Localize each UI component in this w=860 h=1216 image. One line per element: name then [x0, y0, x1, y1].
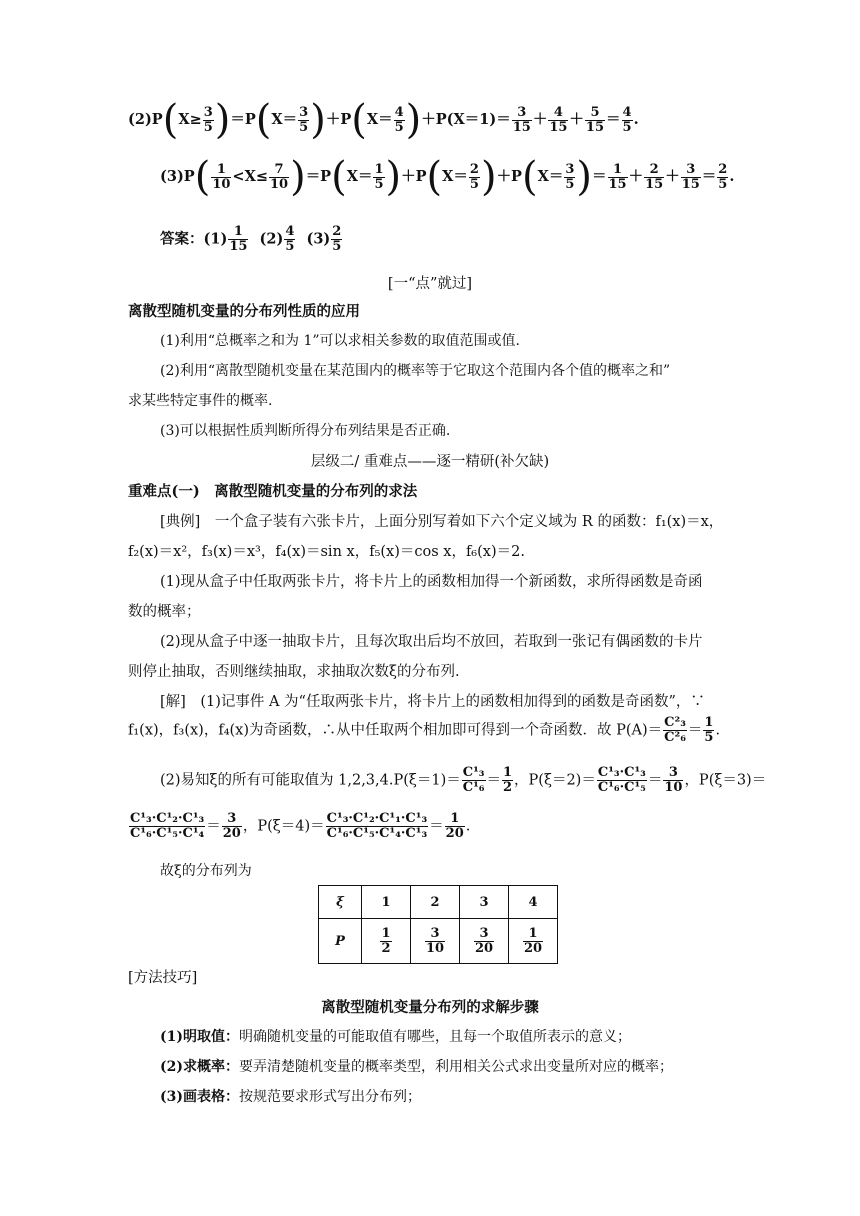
method-title: [方法技巧] [128, 970, 198, 986]
section-item-2-cont: 求某些特定事件的概率. [128, 393, 273, 409]
key-point-title: 重难点(一) 离散型随机变量的分布列的求法 [128, 483, 418, 500]
example-line-3: (1)现从盒子中任取两张卡片，将卡片上的函数相加得一个新函数，求所得函数是奇函 [160, 574, 703, 590]
example-line-5: (2)现从盒子中逐一抽取卡片，且每次取出后均不放回，若取到一张记有偶函数的卡片 [160, 634, 703, 650]
table-cell: $\frac{1}{20}$ [509, 919, 558, 964]
table-cell: 2 [411, 886, 460, 919]
section-item-3: (3)可以根据性质判断所得分布列结果是否正确. [160, 423, 451, 439]
table-cell: 1 [362, 886, 411, 919]
example-line-6: 则停止抽取，否则继续抽取，求抽取次数ξ的分布列. [128, 664, 460, 680]
point-title: [一“点”就过] [387, 276, 473, 292]
example-line-1: [典例] 一个盒子装有六张卡片，上面分别写着如下六个定义域为 R 的函数：f₁(x)＝x， [160, 514, 724, 530]
table-row [319, 919, 558, 964]
table-cell: $\frac{3}{10}$ [411, 919, 460, 964]
table-header-p: P [319, 919, 362, 964]
step-1: (1)明取值：明确随机变量的可能取值有哪些，且每一个取值所表示的意义； [160, 1029, 631, 1045]
table-row [319, 886, 558, 919]
example-line-2: f₂(x)＝x²，f₃(x)＝x³，f₄(x)＝sin x，f₅(x)＝cos x，f₆(x)＝2. [128, 544, 525, 560]
section-item-2: (2)利用“离散型随机变量在某范围内的概率等于它取这个范围内各个值的概率之和” [160, 363, 671, 379]
answer-line: 答案：(1) $\frac{1}{15}$ (2) $\frac{4}{5}$ (3) $\frac{2}{5}$ [160, 224, 342, 254]
step-3: (3)画表格：按规范要求形式写出分布列； [160, 1089, 421, 1105]
section-item-1: (1)利用“总概率之和为 1”可以求相关参数的取值范围或值. [160, 333, 520, 349]
solution-line-2: f₁(x)，f₃(x)，f₄(x)为奇函数，∴从中任取两个相加即可得到一个奇函数．故 P(A)＝ $\frac{\text{C²₃}}{\text{C²₆}}$ ＝ $\frac{1}{5}$ . [128, 715, 721, 745]
formula-line-2: (2)P(X≥ $\frac{3}{5}$ )＝P(X＝ $\frac{3}{5}$ )＋P(X＝ $\frac{4}{5}$ )＋P(X＝1)＝ $\frac{3}{15}$ ＋ $\frac{4}{15}$ ＋ $\frac{5}{15}$ ＝ $\frac{4}{5}$ . [128, 97, 639, 143]
table-cell: 4 [509, 886, 558, 919]
distribution-table [318, 885, 558, 964]
solution-line-4: $\frac{\text{C¹₃·C¹₂·C¹₃}}{\text{C¹₆·C¹₅·C¹₄}}$ ＝ $\frac{3}{20}$ ，P(ξ＝4)＝ $\frac{\text{C¹₃·C¹₂·C¹₁·C¹₃}}{\text{C¹₆·C¹₅·C¹₄·C¹₃}}$ ＝ $\frac{1}{20}$ . [130, 811, 471, 841]
distribution-intro: 故ξ的分布列为 [160, 863, 252, 879]
table-cell: $\frac{1}{2}$ [362, 919, 411, 964]
step-2: (2)求概率：要弄清楚随机变量的概率类型，利用相关公式求出变量所对应的概率； [160, 1059, 673, 1075]
example-line-4: 数的概率； [128, 604, 201, 620]
table-cell: $\frac{3}{20}$ [460, 919, 509, 964]
method-heading: 离散型随机变量分布列的求解步骤 [321, 999, 539, 1016]
section-title: 离散型随机变量的分布列性质的应用 [128, 303, 360, 320]
table-cell: 3 [460, 886, 509, 919]
level-title: 层级二/ 重难点——逐一精研(补欠缺) [310, 454, 550, 470]
formula-line-3: (3)P( $\frac{1}{10}$ <X≤ $\frac{7}{10}$ )＝P(X＝ $\frac{1}{5}$ )＋P(X＝ $\frac{2}{5}$ )＋P(X＝ $\frac{3}{5}$ )＝ $\frac{1}{15}$ ＋ $\frac{2}{15}$ ＋ $\frac{3}{15}$ ＝ $\frac{2}{5}$ . [160, 154, 735, 200]
table-header-xi: ξ [319, 886, 362, 919]
solution-line-1: [解] (1)记事件 A 为“任取两张卡片，将卡片上的函数相加得到的函数是奇函数”，∵ [160, 694, 705, 710]
solution-line-3: (2)易知ξ的所有可能取值为 1,2,3,4.P(ξ＝1)＝ $\frac{\text{C¹₃}}{\text{C¹₆}}$ ＝ $\frac{1}{2}$ ，P(ξ＝2)＝ $\frac{\text{C¹₃·C¹₃}}{\text{C¹₆·C¹₅}}$ ＝ $\frac{3}{10}$ ，P(ξ＝3)＝ [160, 765, 767, 795]
